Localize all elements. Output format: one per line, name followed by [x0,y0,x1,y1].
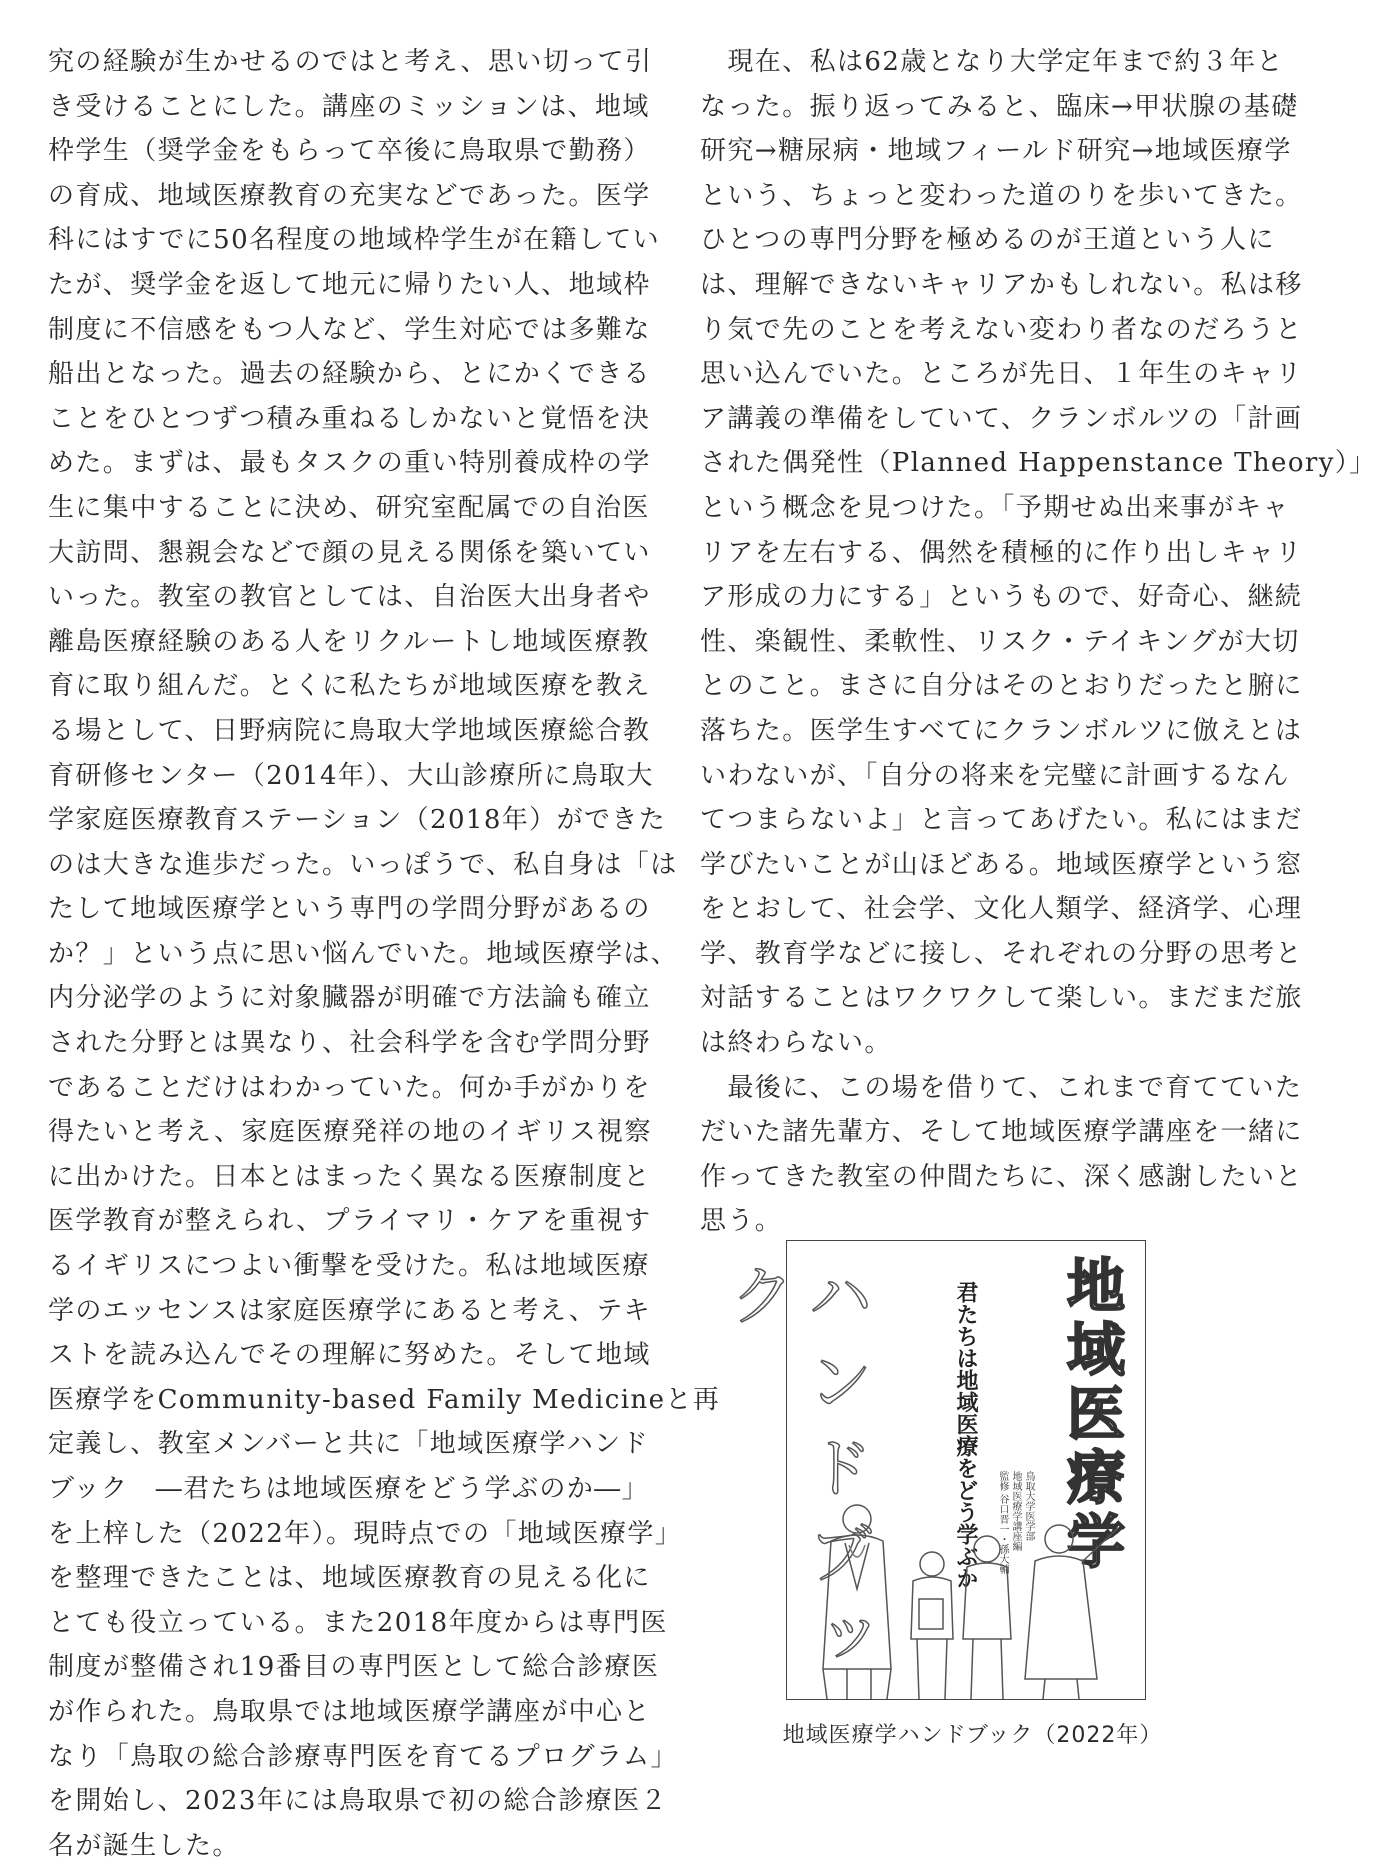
text-line: 船出となった。過去の経験から、とにかくできる [48,359,651,390]
text-line: 医学教育が整えられ、プライマリ・ケアを重視す [48,1206,652,1237]
text-line: なった。振り返ってみると、臨床→甲状腺の基礎 [700,91,1299,122]
publisher-line: 鳥取大学医学部 [1023,1471,1034,1541]
text-line: という、ちょっと変わった道のりを歩いてきた。 [700,180,1303,211]
text-line: された分野とは異なり、社会科学を含む学問分野 [48,1028,651,1059]
text-line: に出かけた。日本とはまったく異なる医療制度と [48,1161,651,1192]
text-line: 対話することはワクワクして楽しい。まだまだ旅 [700,983,1303,1014]
text-line: を整理できたことは、地域医療教育の見える化に [48,1563,651,1594]
text-line: の育成、地域医療教育の充実などであった。医学 [48,180,651,211]
text-line: なり「鳥取の総合診療専門医を育てるプログラム」 [48,1741,678,1772]
book-cover-figure [718,1240,1146,1700]
text-line: ことをひとつずつ積み重ねるしかないと覚悟を決 [48,403,651,434]
cover-title: 地域医療学 [1057,1255,1125,1575]
text-line: を開始し、2023年には鳥取県で初の総合診療医２ [48,1786,668,1817]
text-line: 落ちた。医学生すべてにクランボルツに倣えとは [700,715,1303,746]
text-line: 生に集中することに決め、研究室配属での自治医 [48,492,650,523]
text-line: は、理解できないキャリアかもしれない。私は移 [700,269,1303,300]
text-line: 学家庭医療教育ステーション（2018年）ができた [48,805,667,836]
text-line: ア形成の力にする」というもので、好奇心、継続 [700,582,1303,613]
figure-caption: 地域医療学ハンドブック（2022年） [782,1723,1163,1748]
text-line: 内分泌学のように対象臓器が明確で方法論も確立 [48,983,651,1014]
text-line: 性、楽観性、柔軟性、リスク・テイキングが大切 [700,626,1300,657]
text-line: とても役立っている。また2018年度からは専門医 [48,1607,668,1638]
text-line: いった。教室の教官としては、自治医大出身者や [48,582,651,613]
text-line: とのこと。まさに自分はそのとおりだったと腑に [700,671,1303,702]
text-line: 現在、私は62歳となり大学定年まで約３年と [700,47,1284,77]
text-line: 定義し、教室メンバーと共に「地域医療学ハンド [48,1429,649,1460]
text-line: ア講義の準備をしていて、クランボルツの「計画 [700,403,1303,434]
text-line: 育研修センター（2014年）、大山診療所に鳥取大 [48,760,654,791]
text-line: 得たいと考え、家庭医療発祥の地のイギリス視察 [48,1117,652,1148]
text-line: のは大きな進歩だった。いっぽうで、私自身は「は [48,849,678,880]
text-line: 学、教育学などに接し、それぞれの分野の思考と [700,938,1303,969]
text-line: 究の経験が生かせるのではと考え、思い切って引 [48,47,653,77]
text-line: 思い込んでいた。ところが先日、１年生のキャリ [700,359,1303,390]
text-line: は終わらない。 [700,1028,892,1059]
text-line: リアを左右する、偶然を積極的に作り出しキャリ [700,537,1303,568]
cover-illustration-people [787,1469,1147,1699]
text-line: る場として、日野病院に鳥取大学地域医療総合教 [48,715,651,746]
text-line: を上梓した（2022年）。現時点での「地域医療学」 [48,1518,683,1549]
text-line: 研究→糖尿病・地域フィールド研究→地域医療学 [700,136,1292,167]
text-line: が作られた。鳥取県では地域医療学講座が中心と [48,1696,651,1727]
text-line: 学のエッセンスは家庭医療学にあると考え、テキ [48,1295,652,1326]
text-line: 制度に不信感をもつ人など、学生対応では多難な [48,314,651,345]
text-line: 作ってきた教室の仲間たちに、深く感謝したいと [700,1161,1303,1192]
text-line: という概念を見つけた。「予期せぬ出来事がキャ [700,492,1290,523]
text-line: るイギリスにつよい衝撃を受けた。私は地域医療 [48,1251,650,1282]
text-line: 名が誕生した。 [48,1830,240,1861]
text-line: であることだけはわかっていた。何か手がかりを [48,1072,651,1103]
text-line: ブック ―君たちは地域医療をどう学ぶのか―」 [48,1474,649,1504]
text-line: された偶発性（Planned Happenstance Theory）」 [700,448,1377,479]
text-line: り気で先のことを考えない変わり者なのだろうと [700,314,1303,345]
cover-subtitle: 君たちは地域医療をどう学ぶか [953,1281,978,1589]
text-line: 医療学をCommunity-based Family Medicineと再 [48,1384,721,1415]
text-line: 枠学生（奨学金をもらって卒後に鳥取県で勤務） [48,136,651,167]
text-line: ストを読み込んでその理解に努めた。そして地域 [48,1340,651,1371]
text-line: たして地域医療学という専門の学問分野があるの [48,894,651,925]
text-line: 最後に、この場を借りて、これまで育てていた [700,1072,1303,1103]
text-line: 育に取り組んだ。とくに私たちが地域医療を教え [48,671,651,702]
text-line: か？」という点に思い悩んでいた。地域医療学は、 [48,938,679,969]
text-line: てつまらないよ」と言ってあげたい。私にはまだ [700,805,1303,836]
text-line: いわないが、「自分の将来を完璧に計画するなん [700,760,1290,791]
text-line: めた。まずは、最もタスクの重い特別養成枠の学 [48,448,651,479]
publisher-line: 地域医療学講座編 [1010,1471,1021,1551]
text-line: をとおして、社会学、文化人類学、経済学、心理 [700,894,1303,925]
text-line: たが、奨学金を返して地元に帰りたい人、地域枠 [48,269,651,300]
text-line: だいた諸先輩方、そして地域医療学講座を一緒に [700,1117,1303,1148]
text-line: 離島医療経験のある人をリクルートし地域医療教 [48,626,650,657]
left-text-column [48,40,721,1868]
text-line: 制度が整備され19番目の専門医として総合診療医 [48,1652,660,1683]
text-line: 思う。 [700,1206,783,1237]
text-line: ひとつの専門分野を極めるのが王道という人に [700,225,1275,256]
right-text-column [700,40,1377,1244]
text-line: 科にはすでに50名程度の地域枠学生が在籍してい [48,225,661,256]
text-line: き受けることにした。講座のミッションは、地域 [48,91,650,122]
publisher-line: 監修 谷口晋一・孫大輔 [997,1471,1008,1575]
cover-title-katakana: ハンドブック [718,1261,873,1691]
text-line: 学びたいことが山ほどある。地域医療学という窓 [700,849,1303,880]
text-line: 大訪問、懇親会などで顔の見える関係を築いてい [48,537,651,568]
